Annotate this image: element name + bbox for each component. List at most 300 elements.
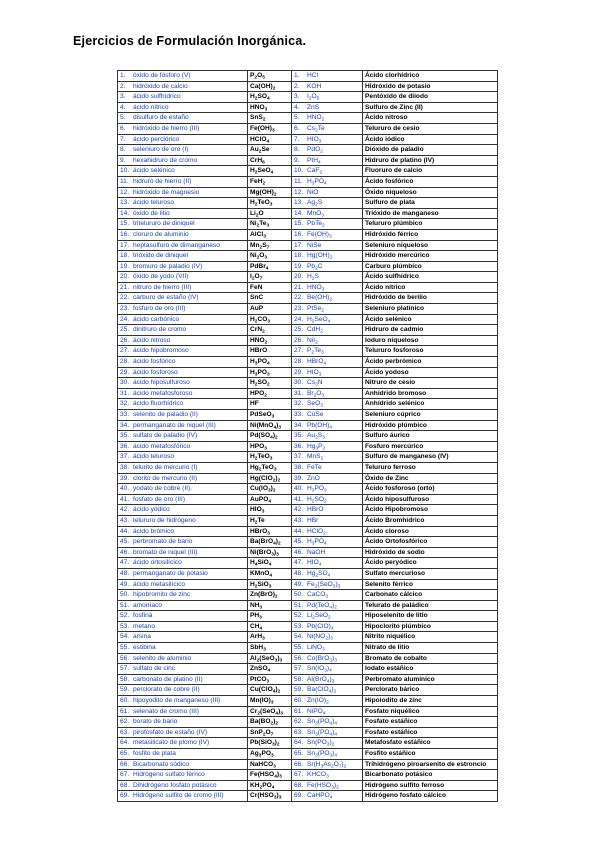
table-row xyxy=(118,653,498,664)
exercise-name-cell xyxy=(118,367,248,378)
name-answer-cell: Hipoclorito plúmbico xyxy=(363,621,498,632)
compound-name: ácido fosfórico xyxy=(133,358,176,366)
exercise-name-cell xyxy=(118,208,248,219)
exercise-formula-cell xyxy=(292,357,363,368)
exercise-name-cell xyxy=(118,187,248,198)
formula-answer-cell: KMnO$_4$ xyxy=(248,568,292,579)
table-row xyxy=(118,537,498,548)
compound-name: borato de bario xyxy=(133,718,178,726)
compound-formula: $H_2SeO_4$ xyxy=(307,315,331,325)
compound-name: metano xyxy=(133,622,155,630)
exercise-number: 16. xyxy=(294,230,304,238)
exercise-name-cell xyxy=(118,166,248,177)
exercise-number: 33. xyxy=(120,411,130,418)
compound-formula: NiO xyxy=(307,188,319,196)
table-row xyxy=(118,325,498,336)
exercise-number: 59. xyxy=(120,686,130,694)
name-answer-cell: Seleniuro platínico xyxy=(363,304,498,315)
compound-formula: $Hg_2SO_4$ xyxy=(307,569,331,579)
compound-name: dinitruro de cromo xyxy=(133,326,187,334)
compound-formula: $Pb(OH)_4$ xyxy=(307,421,333,431)
exercise-number: 60. xyxy=(294,697,304,705)
exercise-formula-cell xyxy=(292,399,363,410)
compound-name: ácido teluroso xyxy=(133,453,175,461)
compound-name: permanganato de niquel (III) xyxy=(133,421,216,429)
name-answer-cell: Fosfato niquélico xyxy=(363,706,498,717)
name-answer-cell: Ácido fosfórico xyxy=(363,176,498,187)
exercise-name-cell xyxy=(118,71,248,82)
exercise-number: 53. xyxy=(294,622,304,630)
exercise-formula-cell xyxy=(292,113,363,124)
compound-formula: $HIO_4$ xyxy=(307,559,322,568)
exercise-number: 9. xyxy=(120,156,126,164)
table-row xyxy=(118,251,498,262)
formula-answer-cell: $H_4SiO_4$ xyxy=(248,558,292,569)
exercise-formula-cell xyxy=(292,685,363,696)
name-answer-cell: Ácido sulfhídrico xyxy=(363,272,498,283)
formula-answer-cell: $Au_2Se$ xyxy=(248,145,292,156)
name-answer-cell: Seleniuro niqueloso xyxy=(363,240,498,251)
exercise-number: 36. xyxy=(294,442,304,450)
exercise-formula-cell xyxy=(292,325,363,336)
exercise-number: 55. xyxy=(294,644,304,652)
formula-answer-cell: $H_2TeO_3$ xyxy=(248,198,292,209)
compound-formula: PtSe$_2$ xyxy=(307,305,324,314)
compound-formula: HCl xyxy=(307,72,318,79)
exercise-name-cell xyxy=(118,568,248,579)
compound-name: ácido sulfhídrico xyxy=(133,93,181,101)
exercise-number: 3. xyxy=(120,93,126,101)
formula-answer-cell: $I_2O_7$ xyxy=(248,272,292,283)
exercise-number: 39. xyxy=(294,474,304,482)
exercise-formula-cell xyxy=(292,473,363,484)
formula-answer-cell: $H_3PO_3$ xyxy=(248,367,292,378)
table-row xyxy=(118,717,498,728)
exercise-number: 2. xyxy=(120,82,126,90)
name-answer-cell: Pentóxido de diiodo xyxy=(363,92,498,103)
exercise-name-cell xyxy=(118,261,248,272)
exercise-number: 24. xyxy=(294,315,304,323)
table-row xyxy=(118,155,498,166)
compound-name: hipoyodito de manganeso (III) xyxy=(133,697,221,705)
compound-name: sulfato de cinc xyxy=(133,665,176,673)
compound-formula: HBrO xyxy=(307,506,324,514)
exercise-name-cell xyxy=(118,632,248,643)
exercise-name-cell xyxy=(118,102,248,113)
name-answer-cell: Fosfato estáñico xyxy=(363,727,498,738)
formula-answer-cell: NaHCO$_3$ xyxy=(248,759,292,770)
table-row xyxy=(118,293,498,304)
compound-name: ácido nítrico xyxy=(133,103,169,111)
exercise-formula-cell xyxy=(292,92,363,103)
compound-formula: $Br_2O_3$ xyxy=(307,389,325,399)
exercise-formula-cell xyxy=(292,505,363,516)
compound-formula: NiI$_2$ xyxy=(307,336,318,346)
exercise-number: 67. xyxy=(294,771,304,779)
name-answer-cell: Ácido nitroso xyxy=(363,113,498,124)
table-row xyxy=(118,738,498,749)
exercise-name-cell xyxy=(118,92,248,103)
exercise-formula-cell xyxy=(292,367,363,378)
exercise-number: 45. xyxy=(294,538,304,546)
compound-name: ácido perclórico xyxy=(133,135,180,143)
exercise-formula-cell xyxy=(292,537,363,548)
exercise-number: 23. xyxy=(294,305,304,313)
table-row xyxy=(118,558,498,569)
formula-answer-cell: $Ni(BrO_3)_3$ xyxy=(248,547,292,558)
formula-answer-cell: $Ag_3PO_3$ xyxy=(248,749,292,760)
formula-answer-cell: SnS$_2$ xyxy=(248,113,292,124)
exercise-number: 10. xyxy=(120,167,130,175)
exercise-name-cell xyxy=(118,462,248,473)
exercise-formula-cell xyxy=(292,272,363,283)
exercise-number: 41. xyxy=(294,495,304,503)
name-answer-cell: Telururo fosforoso xyxy=(363,346,498,357)
name-answer-cell: Telurato de paládico xyxy=(363,600,498,611)
compound-formula: CaF$_2$ xyxy=(307,167,323,176)
compound-name: hexahidruro de cromo xyxy=(133,156,198,164)
compound-formula: $Fe_2(SeO_3)_3$ xyxy=(307,580,341,589)
exercise-formula-cell xyxy=(292,346,363,357)
exercise-name-cell xyxy=(118,113,248,124)
exercise-number: 14. xyxy=(120,209,130,217)
exercise-number: 38. xyxy=(120,463,130,471)
compound-formula: $Sn_3(PO_3)_4$ xyxy=(307,750,338,759)
table-row xyxy=(118,272,498,283)
exercise-formula-cell xyxy=(292,547,363,558)
name-answer-cell: Ácido Hipobromoso xyxy=(363,505,498,516)
exercise-formula-cell xyxy=(292,378,363,389)
table-row xyxy=(118,219,498,230)
compound-name: tritelururo de diniquel xyxy=(133,220,195,228)
table-row xyxy=(118,590,498,601)
exercise-number: 64. xyxy=(120,739,130,747)
name-answer-cell: Ácido yodoso xyxy=(363,367,498,378)
table-row xyxy=(118,145,498,156)
exercise-name-cell xyxy=(118,494,248,505)
formula-answer-cell: FeN xyxy=(248,282,292,293)
exercise-number: 45. xyxy=(120,538,130,546)
table-row xyxy=(118,81,498,92)
name-answer-cell: Fosfito estáñico xyxy=(363,749,498,760)
exercise-number: 51. xyxy=(120,601,130,609)
name-answer-cell: Anhídrido bromoso xyxy=(363,388,498,399)
exercise-number: 21. xyxy=(120,283,130,291)
exercise-number: 9. xyxy=(294,156,300,164)
exercise-name-cell xyxy=(118,272,248,283)
exercise-formula-cell xyxy=(292,102,363,113)
compound-formula: $Sn(PO_3)_2$ xyxy=(307,739,335,748)
exercise-name-cell xyxy=(118,505,248,516)
compound-name: perbromato de bario xyxy=(133,538,193,546)
formula-answer-cell: $Ba(BO_2)_2$ xyxy=(248,717,292,728)
exercise-formula-cell xyxy=(292,558,363,569)
exercise-number: 66. xyxy=(294,760,304,768)
name-answer-cell: Ácido selénico xyxy=(363,314,498,325)
compound-formula: $Sn_3(PO_4)_4$ xyxy=(307,728,338,738)
exercise-number: 33. xyxy=(294,411,304,418)
compound-name: arsina xyxy=(133,633,151,641)
exercise-formula-cell xyxy=(292,410,363,421)
table-row xyxy=(118,621,498,632)
compound-formula: $H_3PO_4$ xyxy=(307,177,327,187)
exercise-name-cell xyxy=(118,441,248,452)
exercise-formula-cell xyxy=(292,526,363,537)
exercise-name-cell xyxy=(118,420,248,431)
name-answer-cell: Fosfato estáñico xyxy=(363,717,498,728)
formula-answer-cell: $H_2Te$ xyxy=(248,515,292,526)
exercise-name-cell xyxy=(118,357,248,368)
compound-formula: NaOH xyxy=(307,548,326,556)
formula-answer-cell: ArH$_3$ xyxy=(248,632,292,643)
table-row xyxy=(118,71,498,82)
exercise-number: 47. xyxy=(120,559,130,567)
exercise-number: 35. xyxy=(120,432,130,440)
exercise-number: 43. xyxy=(294,516,304,524)
compound-name: carburo de estaño (IV) xyxy=(133,294,199,302)
table-row xyxy=(118,791,498,802)
compound-name: hidróxido de hierro (III) xyxy=(133,124,200,132)
compound-name: selenito de aluminio xyxy=(133,654,192,662)
name-answer-cell: Ácido cloroso xyxy=(363,526,498,537)
table-row xyxy=(118,261,498,272)
exercise-number: 31. xyxy=(294,389,304,397)
exercise-number: 7. xyxy=(294,135,300,143)
compound-name: cloruro de aluminio xyxy=(133,230,189,238)
name-answer-cell: Hidróxido de berilio xyxy=(363,293,498,304)
name-answer-cell: Iodato estáñico xyxy=(363,664,498,675)
name-answer-cell: Selenito férrico xyxy=(363,579,498,590)
compound-name: perclorato de cobre (II) xyxy=(133,686,200,694)
compound-formula: $HIO_3$ xyxy=(307,135,322,145)
exercise-number: 6. xyxy=(294,124,300,132)
compound-formula: $H_2SO_2$ xyxy=(307,495,327,505)
compound-name: Hidrógeno sulfito de cromo (III) xyxy=(133,792,224,800)
exercise-name-cell xyxy=(118,410,248,421)
exercise-number: 44. xyxy=(120,527,130,535)
name-answer-cell: Metafosfato estáñico xyxy=(363,738,498,749)
exercise-formula-cell xyxy=(292,791,363,802)
name-answer-cell: Anhídrido selénico xyxy=(363,399,498,410)
compound-name: fosfina xyxy=(133,612,153,620)
name-answer-cell: Hidrógeno fosfato cálcico xyxy=(363,791,498,802)
name-answer-cell: Hidróxido mercúrico xyxy=(363,251,498,262)
exercise-number: 20. xyxy=(294,273,304,281)
formula-answer-cell: $Mn_2S_7$ xyxy=(248,240,292,251)
exercise-number: 50. xyxy=(294,591,304,599)
table-row xyxy=(118,410,498,421)
compound-name: amoníaco xyxy=(133,601,162,609)
compound-formula: CuSe xyxy=(307,411,324,418)
compound-name: ácido hiposulfuroso xyxy=(133,379,190,387)
exercise-name-cell xyxy=(118,304,248,315)
compound-formula: MnO$_3$ xyxy=(307,209,324,219)
exercise-number: 32. xyxy=(294,400,304,408)
exercise-number: 42. xyxy=(120,506,130,514)
formula-answer-cell: AuPO$_4$ xyxy=(248,494,292,505)
exercise-formula-cell xyxy=(292,696,363,707)
exercise-formula-cell xyxy=(292,759,363,770)
exercise-formula-cell xyxy=(292,749,363,760)
compound-formula: $Al(BrO_4)_3$ xyxy=(307,675,335,685)
table-row xyxy=(118,600,498,611)
table-row xyxy=(118,452,498,463)
name-answer-cell: Ácido clorhídrico xyxy=(363,71,498,82)
compound-name: fosfito de plata xyxy=(133,750,176,757)
name-answer-cell: Hipoiodito de zinc xyxy=(363,696,498,707)
compound-formula: ZnO xyxy=(307,474,320,482)
formula-answer-cell: PtCO$_3$ xyxy=(248,674,292,685)
exercise-formula-cell xyxy=(292,770,363,781)
exercise-number: 22. xyxy=(120,294,130,302)
exercise-formula-cell xyxy=(292,240,363,251)
exercise-number: 66. xyxy=(120,760,130,768)
formula-answer-cell: HF xyxy=(248,399,292,410)
exercise-number: 41. xyxy=(120,495,130,503)
formula-answer-cell: $HIO_3$ xyxy=(248,505,292,516)
compound-name: seleniuro de oro (I) xyxy=(133,146,189,154)
exercise-number: 57. xyxy=(120,665,130,673)
table-row xyxy=(118,515,498,526)
exercise-number: 7. xyxy=(120,135,126,143)
exercise-number: 48. xyxy=(294,569,304,577)
formula-answer-cell: AuP xyxy=(248,304,292,315)
exercise-number: 17. xyxy=(294,241,304,249)
formula-answer-cell: $Fe(OH)_3$ xyxy=(248,123,292,134)
formula-answer-cell: $Mg(OH)_2$ xyxy=(248,187,292,198)
exercise-formula-cell xyxy=(292,282,363,293)
exercise-name-cell xyxy=(118,452,248,463)
compound-formula: PbTe$_2$ xyxy=(307,220,325,229)
exercise-name-cell xyxy=(118,123,248,134)
exercise-name-cell xyxy=(118,431,248,442)
exercise-formula-cell xyxy=(292,145,363,156)
name-answer-cell: Fosfuro mercúrico xyxy=(363,441,498,452)
compound-name: ácido fosforoso xyxy=(133,368,178,376)
name-answer-cell: Hidróxido de sodio xyxy=(363,547,498,558)
name-answer-cell: Perclorato bárico xyxy=(363,685,498,696)
exercise-number: 68. xyxy=(120,781,130,789)
exercise-name-cell xyxy=(118,314,248,325)
exercise-number: 31. xyxy=(120,389,130,397)
name-answer-cell: Nitrato de litio xyxy=(363,643,498,654)
exercise-formula-cell xyxy=(292,166,363,177)
compound-formula: $HNO_3$ xyxy=(307,283,325,293)
table-row xyxy=(118,399,498,410)
exercise-name-cell xyxy=(118,600,248,611)
name-answer-cell: Hidróxido de potasio xyxy=(363,81,498,92)
exercise-name-cell xyxy=(118,176,248,187)
table-row xyxy=(118,304,498,315)
exercise-number: 65. xyxy=(294,750,304,757)
exercise-name-cell xyxy=(118,335,248,346)
compound-formula: HBr xyxy=(307,516,319,524)
exercise-name-cell xyxy=(118,759,248,770)
exercise-formula-cell xyxy=(292,611,363,622)
formula-answer-cell: $Cr(HSO_3)_3$ xyxy=(248,791,292,802)
exercise-number: 30. xyxy=(120,379,130,387)
formula-answer-cell: FeH$_2$ xyxy=(248,176,292,187)
exercise-number: 62. xyxy=(120,718,130,726)
compound-name: ácido hipobromoso xyxy=(133,347,189,355)
name-answer-cell: Trióxido de manganeso xyxy=(363,208,498,219)
exercise-number: 50. xyxy=(120,591,130,599)
compound-formula: $Ba(ClO_4)_2$ xyxy=(307,686,337,695)
table-row xyxy=(118,176,498,187)
compound-name: permanganato de potasio xyxy=(133,569,208,577)
table-row xyxy=(118,378,498,389)
exercise-name-cell xyxy=(118,706,248,717)
exercise-formula-cell xyxy=(292,590,363,601)
exercise-number: 56. xyxy=(120,654,130,662)
exercise-number: 5. xyxy=(294,114,300,122)
exercise-number: 38. xyxy=(294,463,304,471)
compound-formula: $Co(BrO_3)_3$ xyxy=(307,654,337,664)
formula-answer-cell: CrH$_6$ xyxy=(248,155,292,166)
exercise-number: 49. xyxy=(120,580,130,588)
exercise-name-cell xyxy=(118,738,248,749)
formula-answer-cell: $Cu(IO_3)_2$ xyxy=(248,484,292,495)
exercise-number: 35. xyxy=(294,432,304,440)
table-row xyxy=(118,568,498,579)
exercise-number: 14. xyxy=(294,209,304,217)
formula-answer-cell: $Fe(HSO_4)_3$ xyxy=(248,770,292,781)
exercise-name-cell xyxy=(118,674,248,685)
name-answer-cell: Fluoruro de calcio xyxy=(363,166,498,177)
compound-name: bromuro de paladio (IV) xyxy=(133,262,203,270)
exercise-name-cell xyxy=(118,515,248,526)
compound-formula: PtH$_4$ xyxy=(307,156,321,166)
compound-name: ácido teluroso xyxy=(133,199,175,207)
exercise-formula-cell xyxy=(292,261,363,272)
compound-formula: PdO$_2$ xyxy=(307,146,323,155)
formula-answer-cell: ZnSO$_4$ xyxy=(248,664,292,675)
formula-answer-cell: $PH_3$ xyxy=(248,611,292,622)
formula-answer-cell: $Pd(SO_4)_2$ xyxy=(248,431,292,442)
compound-name: Dihidrógeno fosfato potásico xyxy=(133,781,217,789)
formula-answer-cell: PdBr$_4$ xyxy=(248,261,292,272)
exercise-name-cell xyxy=(118,229,248,240)
exercise-formula-cell xyxy=(292,643,363,654)
compound-name: pirofosfato de estaño (IV) xyxy=(133,728,208,736)
exercise-number: 61. xyxy=(120,707,130,715)
table-row xyxy=(118,770,498,781)
exercise-number: 43. xyxy=(120,516,130,524)
name-answer-cell: Hidróxido plúmbico xyxy=(363,420,498,431)
exercise-number: 1. xyxy=(120,72,126,79)
exercise-number: 27. xyxy=(294,347,304,355)
compound-name: fosfato de oro (III) xyxy=(133,495,186,503)
exercise-name-cell xyxy=(118,621,248,632)
table-row xyxy=(118,431,498,442)
compound-name: nitruro de hierro (III) xyxy=(133,283,192,291)
table-body xyxy=(118,71,498,802)
exercise-formula-cell xyxy=(292,632,363,643)
exercise-number: 55. xyxy=(120,644,130,652)
formula-answer-cell: $H_2SiO_3$ xyxy=(248,579,292,590)
formula-answer-cell: $KH_2PO_4$ xyxy=(248,780,292,791)
exercise-number: 44. xyxy=(294,527,304,535)
exercise-number: 37. xyxy=(120,453,130,461)
formula-answer-cell: $H_2SeO_4$ xyxy=(248,166,292,177)
exercise-number: 63. xyxy=(294,728,304,736)
compound-formula: NiSe xyxy=(307,241,322,249)
table-row xyxy=(118,102,498,113)
formula-answer-cell: $HNO_3$ xyxy=(248,102,292,113)
exercise-number: 26. xyxy=(294,336,304,344)
compound-formula: $Li_2SeO_2$ xyxy=(307,612,331,621)
table-row xyxy=(118,335,498,346)
